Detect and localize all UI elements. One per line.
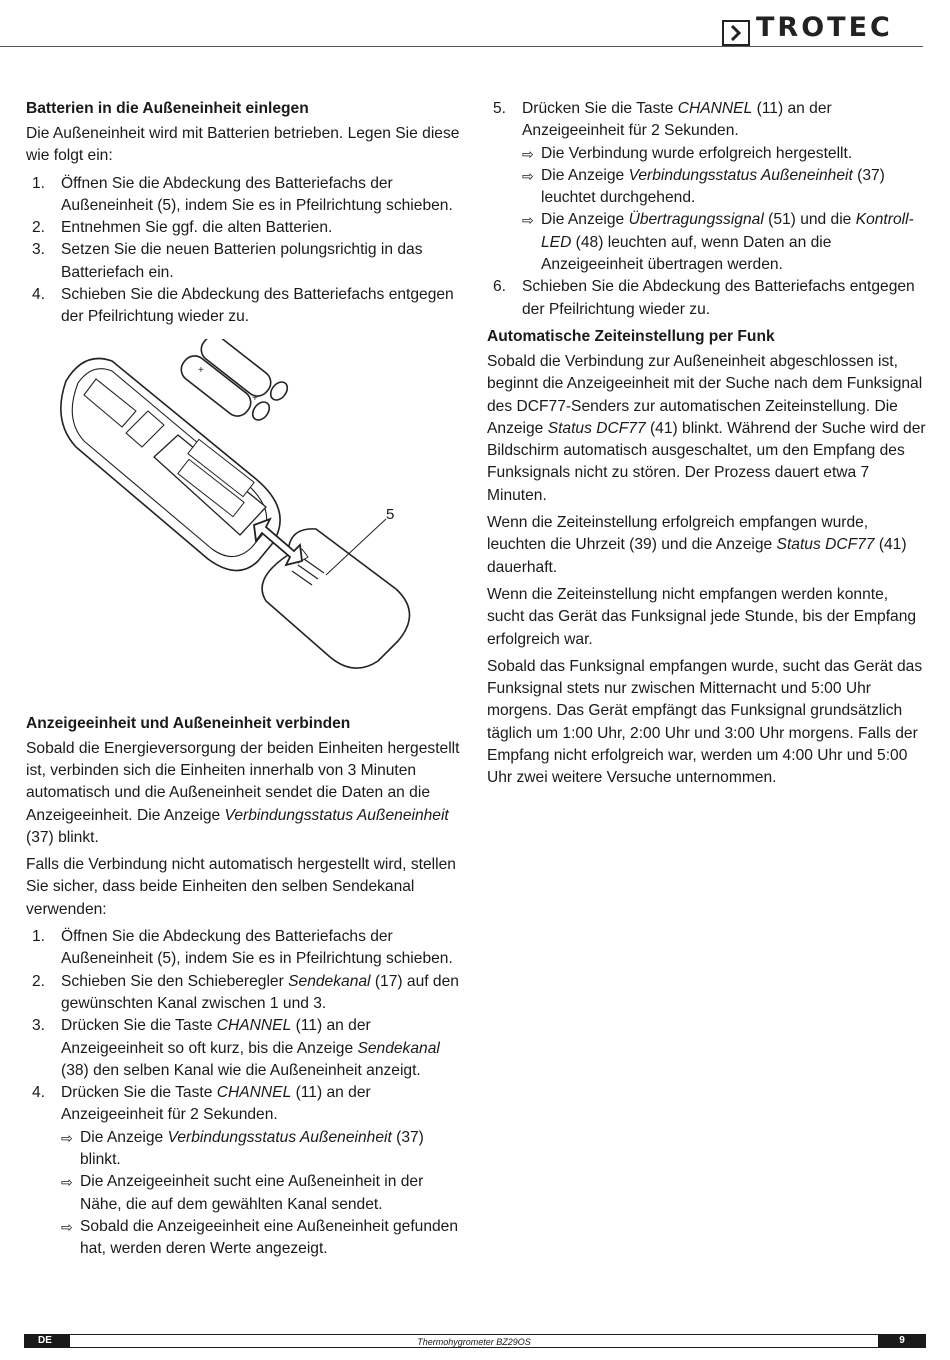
result-arrow-icon: ⇨ bbox=[522, 212, 534, 229]
batteries-steps bbox=[26, 173, 466, 329]
brand-logo bbox=[722, 12, 922, 48]
list-item: 5. Drücken Sie die Taste CHANNEL (11) an der Anzeigeeinheit für 2 Sekunden. ⇨ Die Verbindung wurde erfolgreich hergestellt. ⇨ Die Anzeige Verbindungsstatus Außeneinheit (37) leuchtet durchgehend. ⇨ Die Anzeige Übertragungssignal (51) und die Kontroll-LED (48) leuchten auf, wenn Daten an die Anzeigeeinheit übertragen werden. bbox=[487, 98, 927, 276]
result-item: ⇨ Die Verbindung wurde erfolgreich hergestellt. bbox=[522, 143, 927, 165]
result-arrow-icon: ⇨ bbox=[61, 1218, 73, 1235]
result-list bbox=[61, 1127, 466, 1261]
result-arrow-icon: ⇨ bbox=[522, 145, 534, 162]
connect-paragraph-1: Sobald die Energieversorgung der beiden Einheiten hergestellt ist, verbinden sich die Einheiten innerhalb von 3 Minuten automatisch und die Außeneinheit sendet die Daten an die Anzeigeeinheit. Die Anzeige Verbindungsstatus Außeneinheit (37) blinkt. bbox=[26, 739, 460, 846]
list-item: 1. Öffnen Sie die Abdeckung des Batteriefachs der Außeneinheit (5), indem Sie es in Pfeilrichtung schieben. bbox=[32, 928, 453, 968]
svg-text:+: + bbox=[198, 364, 204, 376]
result-arrow-icon: ⇨ bbox=[61, 1129, 73, 1146]
result-list bbox=[522, 143, 927, 277]
result-item: ⇨ Die Anzeige Übertragungssignal (51) und die Kontroll-LED (48) leuchten auf, wenn Daten an die Anzeigeeinheit übertragen werden. bbox=[522, 211, 914, 274]
brand-name: TROTEC bbox=[756, 12, 893, 43]
section-title-batteries: Batterien in die Außeneinheit einlegen bbox=[26, 100, 309, 117]
footer-bar bbox=[70, 1334, 878, 1348]
result-arrow-icon: ⇨ bbox=[61, 1174, 73, 1191]
footer-language: DE bbox=[24, 1334, 70, 1348]
footer-document-title: Thermohygrometer BZ29OS bbox=[417, 1337, 531, 1347]
list-item: 6. Schieben Sie die Abdeckung des Batteriefachs entgegen der Pfeilrichtung wieder zu. bbox=[493, 278, 915, 318]
result-item: ⇨ Die Anzeige Verbindungsstatus Außeneinheit (37) blinkt. bbox=[61, 1128, 424, 1169]
footer-page-number: 9 bbox=[878, 1334, 926, 1348]
radio-paragraph-2: Wenn die Zeiteinstellung erfolgreich empfangen wurde, leuchten die Uhrzeit (39) und die Anzeige Status DCF77 (41) dauerhaft. bbox=[487, 514, 907, 576]
list-item: 2. Schieben Sie den Schieberegler Sendekanal (17) auf den gewünschten Kanal zwischen 1 und 3. bbox=[32, 972, 459, 1012]
result-item: ⇨ Die Anzeigeeinheit sucht eine Außeneinheit in der Nähe, die auf dem gewählten Kanal sendet. bbox=[61, 1173, 424, 1213]
radio-paragraph-1: Sobald die Verbindung zur Außeneinheit abgeschlossen ist, beginnt die Anzeigeeinheit mit der Suche nach dem Funksignal des DCF77-Senders zur automatischen Zeiteinstellung. Die Anzeige Status DCF77 (41) blinkt. Während der Suche wird der Bildschirm automatisch ausgeschaltet, um den Empfang des Funksignals nicht zu stören. Der Prozess dauert etwa 7 Minuten. bbox=[487, 352, 926, 504]
callout-number: 5 bbox=[386, 505, 395, 523]
result-arrow-icon: ⇨ bbox=[522, 167, 534, 184]
section-title-connect: Anzeigeeinheit und Außeneinheit verbinden bbox=[26, 714, 351, 732]
radio-paragraph-3: Wenn die Zeiteinstellung nicht empfangen werden konnte, sucht das Gerät das Funksignal jede Stunde, bis der Empfang erfolgreich war. bbox=[487, 585, 917, 648]
svg-text:+: + bbox=[252, 392, 258, 404]
left-column bbox=[26, 98, 466, 1266]
list-item: 2. Entnehmen Sie ggf. die alten Batterien. bbox=[32, 219, 333, 237]
batteries-intro: Die Außeneinheit wird mit Batterien betrieben. Legen Sie diese wie folgt ein: bbox=[26, 125, 460, 165]
radio-paragraph-4: Sobald das Funksignal empfangen wurde, sucht das Gerät das Funksignal stets nur zwischen Mitternacht und 5:00 Uhr morgens. Das Gerät empfängt das Funksignal grundsätzlich täglich um 1:00 Uhr, 2:00 Uhr und 3:00 Uhr morgens. Falls der Empfang nicht erfolgreich war, werden um 4:00 Uhr und 5:00 Uhr zwei weitere Versuche unternommen. bbox=[487, 657, 923, 787]
list-item: 4. Schieben Sie die Abdeckung des Batteriefachs entgegen der Pfeilrichtung wieder zu. bbox=[32, 286, 454, 326]
list-item: 3. Setzen Sie die neuen Batterien polungsrichtig in das Batteriefach ein. bbox=[32, 241, 423, 281]
connect-steps bbox=[26, 926, 466, 1260]
section-title-radio-time: Automatische Zeiteinstellung per Funk bbox=[487, 327, 775, 345]
list-item: 3. Drücken Sie die Taste CHANNEL (11) an der Anzeigeeinheit so oft kurz, bis die Anzeige Sendekanal (38) den selben Kanal wie die Außeneinheit anzeigt. bbox=[32, 1017, 440, 1079]
connect-steps-continued bbox=[487, 98, 927, 321]
page-footer bbox=[24, 1334, 926, 1348]
connect-paragraph-2: Falls die Verbindung nicht automatisch hergestellt wird, stellen Sie sicher, dass beide Einheiten den selben Sendekanal verwenden: bbox=[26, 856, 456, 918]
header-rule bbox=[0, 46, 923, 47]
result-item: ⇨ Die Anzeige Verbindungsstatus Außeneinheit (37) leuchtet durchgehend. bbox=[522, 166, 885, 207]
logo-chevron-icon bbox=[722, 20, 750, 46]
right-column bbox=[487, 98, 927, 795]
outdoor-unit-drawing bbox=[26, 339, 466, 699]
battery-illustration bbox=[26, 339, 466, 699]
result-item: ⇨ Sobald die Anzeigeeinheit eine Außeneinheit gefunden hat, werden deren Werte angezeigt. bbox=[61, 1217, 459, 1258]
list-item: 4. Drücken Sie die Taste CHANNEL (11) an der Anzeigeeinheit für 2 Sekunden. ⇨ Die Anzeige Verbindungsstatus Außeneinheit (37) blinkt. ⇨ Die Anzeigeeinheit sucht eine Außeneinheit in der Nähe, die auf dem gewählten Kanal sendet. ⇨ Sobald die Anzeigeeinheit eine Außeneinheit gefunden hat, werden deren Werte angezeigt. bbox=[26, 1082, 466, 1260]
list-item: 1. Öffnen Sie die Abdeckung des Batteriefachs der Außeneinheit (5), indem Sie es in Pfeilrichtung schieben. bbox=[32, 174, 453, 214]
